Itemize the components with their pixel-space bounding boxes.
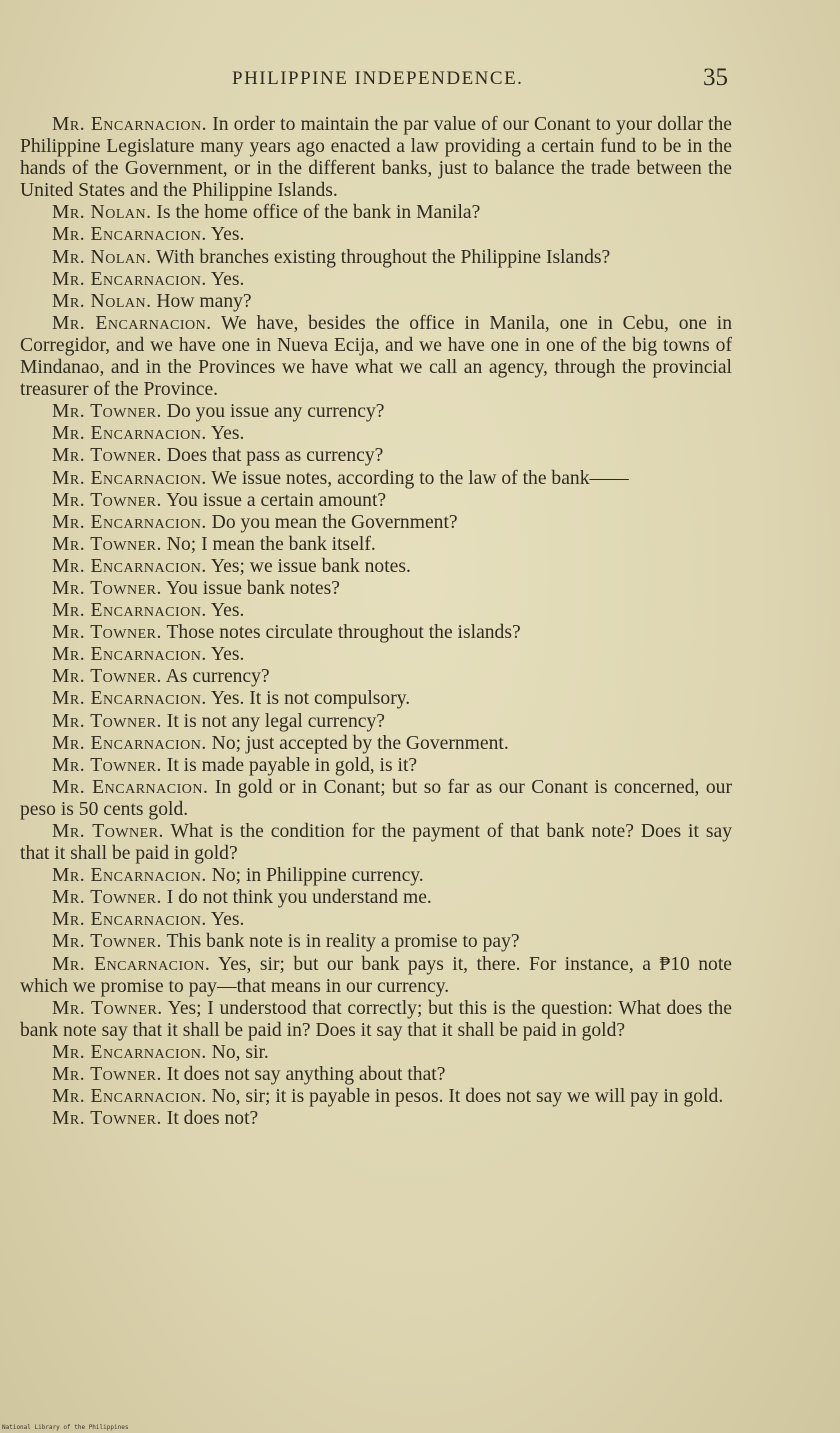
- speaker-name: Mr. Encarnacion.: [52, 1041, 207, 1063]
- speaker-name: Mr. Encarnacion.: [52, 776, 209, 798]
- transcript-paragraph: [20, 733, 732, 755]
- speaker-name: Mr. Encarnacion.: [52, 312, 212, 334]
- speech-text: Yes.: [206, 909, 245, 931]
- speech-text: What is the condition for the payment of that bank note? Does it say that it shall be paid in gold?: [20, 821, 733, 865]
- speaker-name: Mr. Encarnacion.: [52, 467, 207, 489]
- transcript-paragraph: [20, 512, 732, 534]
- speech-text: No, sir; it is payable in pesos. It does not say we will pay in gold.: [206, 1086, 724, 1108]
- speech-text: Yes; we issue bank notes.: [206, 555, 411, 577]
- speaker-name: Mr. Encarnacion.: [52, 423, 207, 445]
- speaker-name: Mr. Encarnacion.: [52, 688, 207, 710]
- speech-text: Yes.: [206, 644, 245, 666]
- speech-text: We issue notes, according to the law of the bank——: [206, 467, 629, 489]
- transcript-paragraph: [20, 401, 732, 423]
- speech-text: With branches existing throughout the Philippine Islands?: [151, 246, 611, 268]
- speaker-name: Mr. Encarnacion.: [52, 600, 207, 622]
- speech-text: Does that pass as currency?: [161, 445, 384, 467]
- running-title: PHILIPPINE INDEPENDENCE.: [232, 68, 524, 89]
- speaker-name: Mr. Encarnacion.: [52, 644, 207, 666]
- speaker-name: Mr. Encarnacion.: [52, 732, 207, 754]
- speaker-name: Mr. Encarnacion.: [52, 909, 207, 931]
- speech-text: Do you issue any currency?: [161, 401, 385, 423]
- speaker-name: Mr. Towner.: [52, 489, 162, 511]
- transcript-paragraph: [20, 269, 732, 291]
- speaker-name: Mr. Nolan.: [52, 202, 152, 224]
- speaker-name: Mr. Towner.: [52, 1108, 162, 1130]
- transcript-paragraph: [20, 224, 732, 246]
- speaker-name: Mr. Towner.: [52, 997, 163, 1019]
- speaker-name: Mr. Towner.: [52, 666, 162, 688]
- transcript-paragraph: [20, 865, 732, 887]
- transcript-body: [20, 114, 732, 1130]
- speech-text: It is made payable in gold, is it?: [161, 754, 418, 776]
- transcript-paragraph: [20, 202, 732, 224]
- speaker-name: Mr. Towner.: [52, 887, 162, 909]
- transcript-paragraph: [20, 556, 732, 578]
- speaker-name: Mr. Towner.: [52, 821, 164, 842]
- speech-text: Yes.: [206, 600, 245, 622]
- speech-text: Yes; I understood that correctly; but this is the question: What does the bank note say that it shall be paid in? Does it say that it shall be paid in gold?: [20, 997, 732, 1041]
- speech-text: Yes, sir; but our bank pays it, there. For instance, a ₱10 note which we promise to pay—that means in our currency.: [20, 953, 732, 997]
- transcript-paragraph: [20, 644, 732, 666]
- speech-text: Those notes circulate throughout the islands?: [161, 622, 521, 644]
- speaker-name: Mr. Towner.: [52, 1064, 162, 1086]
- speaker-name: Mr. Encarnacion.: [52, 555, 207, 577]
- transcript-paragraph: [20, 711, 732, 733]
- speaker-name: Mr. Nolan.: [52, 246, 152, 268]
- transcript-paragraph: [20, 1064, 732, 1086]
- transcript-paragraph: [20, 1086, 732, 1108]
- speech-text: It does not say anything about that?: [161, 1064, 446, 1086]
- speech-text: How many?: [151, 290, 252, 312]
- speech-text: As currency?: [161, 666, 270, 688]
- speech-text: You issue a certain amount?: [161, 489, 387, 511]
- speech-text: No, sir.: [206, 1041, 269, 1063]
- speaker-name: Mr. Towner.: [52, 710, 162, 732]
- speech-text: Yes.: [206, 268, 245, 290]
- speech-text: This bank note is in reality a promise to pay?: [161, 931, 520, 953]
- speaker-name: Mr. Towner.: [52, 445, 162, 467]
- speech-text: We have, besides the office in Manila, one in Cebu, one in Corregidor, and we have one in Nueva Ecija, and we have one in one of the big towns of Mindanao, and in the Provinces we have what we call an agency, through the provincial treasurer of the Province.: [20, 312, 732, 401]
- transcript-paragraph: [20, 688, 732, 710]
- transcript-paragraph: [20, 114, 732, 202]
- transcript-paragraph: [20, 445, 732, 467]
- transcript-paragraph: [20, 755, 732, 777]
- transcript-paragraph: [20, 247, 732, 269]
- speech-text: In gold or in Conant; but so far as our Conant is concerned, our peso is 50 cents gold.: [20, 776, 733, 820]
- speech-text: You issue bank notes?: [161, 577, 340, 599]
- transcript-paragraph: [20, 534, 732, 556]
- transcript-paragraph: [20, 777, 732, 821]
- transcript-paragraph: [20, 821, 732, 865]
- speaker-name: Mr. Towner.: [52, 577, 162, 599]
- speaker-name: Mr. Towner.: [52, 401, 162, 423]
- transcript-paragraph: [20, 931, 732, 953]
- speech-text: It does not?: [161, 1108, 259, 1130]
- transcript-paragraph: [20, 909, 732, 931]
- speech-text: Yes.: [206, 423, 245, 445]
- speaker-name: Mr. Encarnacion.: [52, 224, 207, 246]
- speech-text: It is not any legal currency?: [161, 710, 385, 732]
- transcript-paragraph: [20, 622, 732, 644]
- transcript-paragraph: [20, 998, 732, 1042]
- speech-text: Yes.: [206, 224, 245, 246]
- speaker-name: Mr. Towner.: [52, 931, 162, 953]
- speech-text: Is the home office of the bank in Manila?: [151, 202, 481, 224]
- speaker-name: Mr. Towner.: [52, 754, 162, 776]
- speaker-name: Mr. Encarnacion.: [52, 865, 207, 887]
- speaker-name: Mr. Nolan.: [52, 290, 152, 312]
- transcript-paragraph: [20, 954, 732, 998]
- running-head: [0, 64, 840, 98]
- transcript-paragraph: [20, 468, 732, 490]
- transcript-paragraph: [20, 490, 732, 512]
- speech-text: No; just accepted by the Government.: [206, 732, 509, 754]
- page-number: 35: [703, 64, 728, 91]
- speaker-name: Mr. Encarnacion.: [52, 1086, 207, 1108]
- transcript-paragraph: [20, 1108, 732, 1130]
- speaker-name: Mr. Encarnacion.: [52, 953, 211, 975]
- speech-text: Do you mean the Government?: [206, 511, 458, 533]
- transcript-paragraph: [20, 578, 732, 600]
- transcript-paragraph: [20, 1042, 732, 1064]
- speaker-name: Mr. Towner.: [52, 533, 162, 555]
- speaker-name: Mr. Encarnacion.: [52, 268, 207, 290]
- transcript-paragraph: [20, 313, 732, 401]
- transcript-paragraph: [20, 887, 732, 909]
- transcript-paragraph: [20, 666, 732, 688]
- footer-credit: National Library of the Philippines: [2, 1424, 129, 1431]
- speech-text: In order to maintain the par value of our Conant to your dollar the Philippine Legislature many years ago enacted a law providing a certain fund to be in the hands of the Government, or in the different banks, just to balance the trade between the United States and the Philippine Islands.: [20, 114, 732, 202]
- speech-text: No; I mean the bank itself.: [161, 533, 376, 555]
- speech-text: I do not think you understand me.: [161, 887, 432, 909]
- transcript-paragraph: [20, 291, 732, 313]
- transcript-paragraph: [20, 600, 732, 622]
- speech-text: Yes. It is not compulsory.: [206, 688, 411, 710]
- speaker-name: Mr. Encarnacion.: [52, 511, 207, 533]
- speech-text: No; in Philippine currency.: [206, 865, 424, 887]
- speaker-name: Mr. Towner.: [52, 622, 162, 644]
- transcript-paragraph: [20, 423, 732, 445]
- speaker-name: Mr. Encarnacion.: [52, 114, 208, 135]
